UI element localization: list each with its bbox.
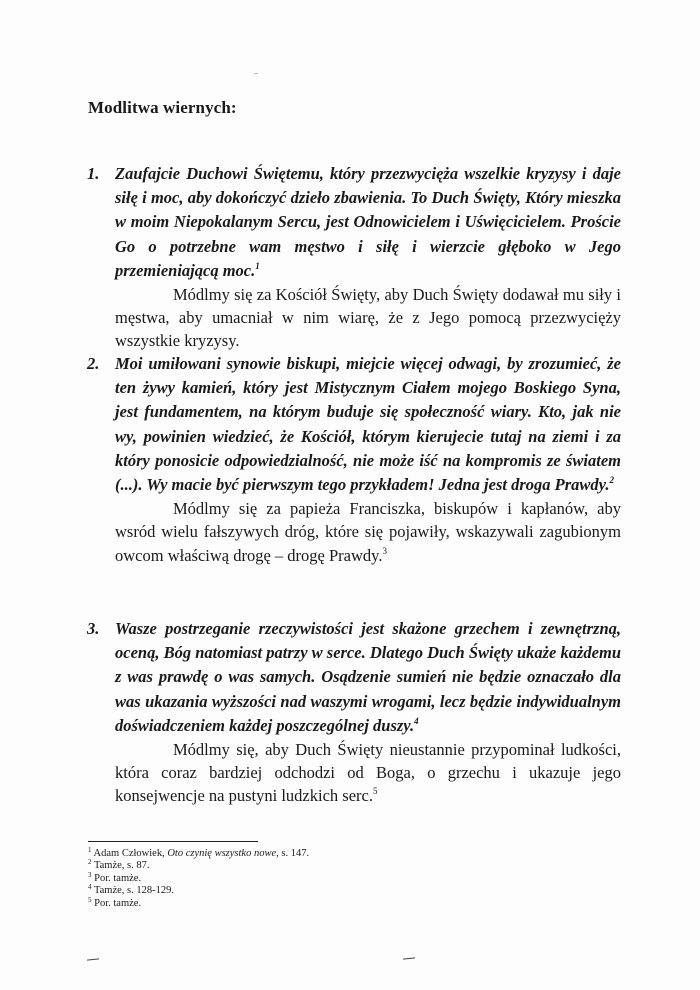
item-number: 3.: [87, 619, 100, 638]
footnote-ref[interactable]: 1: [255, 260, 260, 271]
item-prayer: Módlmy się za Kościół Święty, aby Duch Święty dodawał mu siły i męstwa, aby umacniał w nim wiarę, że z Jego pomocą przezwycięży wszystkie kryzysy.: [115, 285, 621, 351]
item-prayer: Módlmy się, aby Duch Święty nieustannie przypominał ludkości, która coraz bardziej odchodzi od Boga, o grzechu i ukazuje jego konsejwencje na pustyni ludzkich serc.$^5$: [115, 740, 621, 806]
footnote-book-title: Oto czynię wszystko nowe: [167, 848, 277, 859]
item-quote: Wasze postrzeganie rzeczywistości jest skażone grzechem i zewnętrzną, oceną, Bóg natomiast patrzy w serce. Dlatego Duch Święty ukaże każdemu z was prawdę o was samych. Osądzenie sumień nie będzie oznaczało dla was ukazania wyższości nad waszymi wrogami, lecz będzie indywidualnym doświadczeniem każdej poszczególnej duszy.$^4$: [115, 619, 622, 735]
prayer-item-1: [87, 162, 621, 353]
item-prayer: Módlmy się za papieża Franciszka, biskupów i kapłanów, aby wsród wielu fałszywych dróg, które się pojawiły, wskazywali zagubionym owcom właściwą drogę – drogę Prawdy.$^3$: [115, 499, 621, 565]
footnote-5: $^5$ Por. tamże.: [88, 895, 142, 909]
scan-smudge: [254, 73, 258, 74]
scan-mark-right: [403, 957, 415, 959]
footnote-ref[interactable]: 5: [372, 786, 378, 797]
footnote-2: $^2$ Tamże, s. 87.: [88, 858, 150, 872]
prayer-item-3: [87, 617, 622, 808]
footnote-ref[interactable]: 4: [414, 715, 419, 726]
footnote-ref[interactable]: 2: [609, 475, 614, 486]
footnote-divider: [88, 841, 258, 842]
scan-mark-left: [87, 958, 99, 960]
footnote-3: $^3$ Por. tamże.: [88, 870, 142, 884]
item-number: 2.: [87, 354, 100, 373]
item-number: 1.: [87, 164, 100, 183]
item-quote: Moi umiłowani synowie biskupi, miejcie więcej odwagi, by zrozumieć, że ten żywy kamień, który jest Mistycznym Ciałem mojego Boskiego Syna, jest fundamentem, na którym buduje się społeczność wiary. Kto, jak nie wy, powinien wiedzieć, że Kościół, którym kierujecie tutaj na ziemi i za który ponosicie odpowiedzialność, nie może iść na kompromis ze światem (...). Wy macie być pierwszym tego przykładem! Jedna jest droga Prawdy.$^2$: [115, 354, 621, 495]
footnote-4: $^4$ Tamże, s. 128-129.: [88, 883, 174, 897]
item-quote: Zaufajcie Duchowi Świętemu, który przezwycięża wszelkie kryzysy i daje siłę i moc, aby dokończyć dzieło zbawienia. To Duch Święty, Który mieszka w moim Niepokalanym Sercu, jest Odnowicielem i Uświęcicielem. Proście Go o potrzebne wam męstwo i siłę i wierzcie głęboko w Jego przemieniającą moc.$^1$: [115, 164, 621, 280]
page-title: Modlitwa wiernych:: [88, 98, 237, 117]
footnote-ref[interactable]: 3: [382, 545, 387, 556]
prayer-item-2: [87, 352, 621, 567]
footnotes: [88, 848, 309, 910]
footnote-1: $^1$ Adam Człowiek, Oto czynię wszystko nowe, s. 147.: [88, 846, 310, 859]
